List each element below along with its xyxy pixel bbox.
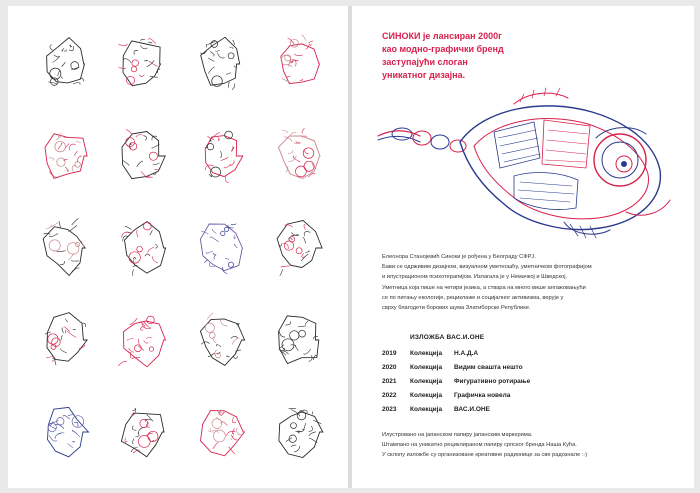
ink-sketch-icon [268, 116, 330, 192]
bio-line: Елеонора Станојевић Синоки је рођена у Београду СФРЈ. [382, 254, 536, 260]
illustration-thumbnail [112, 392, 174, 468]
artist-bio [382, 252, 682, 313]
exhibition-title: Графичка новела [454, 392, 511, 399]
credits-line: Штампано на уникатно рециклираном папиру српског бренда Наша Кућа. [382, 442, 577, 449]
exhibition-year: 2019 [382, 350, 397, 357]
illustration-thumbnail [112, 116, 174, 192]
illustration-thumbnail [268, 392, 330, 468]
right-page [352, 6, 694, 488]
illustration-thumbnail [268, 116, 330, 192]
ink-sketch-icon [190, 24, 252, 100]
headline-line: уникатног дизајна. [382, 70, 466, 80]
ink-sketch-icon [268, 208, 330, 284]
illustration-thumbnail [34, 116, 96, 192]
illustration-thumbnail [34, 300, 96, 376]
illustration-thumbnail [34, 392, 96, 468]
exhibition-label: Колекција [410, 350, 443, 357]
credits-line: Илустровано на јапанском папиру јапанским маркерима. [382, 432, 533, 438]
exhibition-year: 2021 [382, 378, 397, 385]
exhibition-label: Колекција [410, 364, 443, 371]
ink-sketch-icon [268, 24, 330, 100]
ink-sketch-icon [34, 300, 96, 376]
illustration-thumbnail [34, 208, 96, 284]
exhibition-title: Видим свашта нешто [454, 364, 523, 371]
ink-sketch-icon [112, 300, 174, 376]
exhibition-label: Колекција [410, 406, 443, 413]
illustration-thumbnail [268, 24, 330, 100]
bio-line: и илустрационом психотерапијом. Излагала је у Немачкој и Шведској. [382, 274, 568, 281]
illustration-thumbnail [112, 24, 174, 100]
ink-sketch-icon [190, 208, 252, 284]
exhibition-label: Колекција [410, 392, 443, 399]
hero-illustration [364, 72, 684, 242]
bio-line: се по питању екологије, рециклаже и социјалног активизма, верује у [382, 294, 564, 301]
ink-sketch-icon [34, 24, 96, 100]
ink-sketch-icon [190, 116, 252, 192]
headline-line: као модно-графички бренд [382, 44, 504, 54]
exhibition-year: 2022 [382, 392, 397, 399]
credits-line: У склопу изложбе су организоване креативне радионице за све радознале :-) [382, 452, 588, 459]
illustration-thumbnail [190, 392, 252, 468]
exhibition-heading: ИЗЛОЖБА ВАС.И.ОНЕ [410, 334, 485, 341]
headline-line: СИНОКИ је лансиран 2000г [382, 31, 502, 41]
exhibition-title: Фигуративно ротирање [454, 378, 531, 385]
ink-sketch-icon [112, 208, 174, 284]
left-page [8, 6, 348, 488]
illustration-thumbnail [112, 208, 174, 284]
illustration-gallery [30, 20, 330, 476]
ink-sketch-icon [34, 208, 96, 284]
exhibition-year: 2023 [382, 406, 397, 413]
bio-line: Бави се одрживим дизајном, визуалном уметношћу, уметничком фотографијом [382, 264, 592, 271]
ink-sketch-icon [112, 116, 174, 192]
ink-sketch-icon [34, 392, 96, 468]
ink-sketch-icon [268, 300, 330, 376]
ink-sketch-icon [34, 116, 96, 192]
bio-line: Уметница која пише на четири језика, а ствара на много више ангажовањући [382, 284, 586, 291]
illustration-thumbnail [190, 24, 252, 100]
exhibition-title: ВАС.И.ОНЕ [454, 406, 490, 413]
exhibition-label: Колекција [410, 378, 443, 385]
illustration-thumbnail [112, 300, 174, 376]
fish-creature-drawing [364, 72, 684, 242]
illustration-thumbnail [190, 300, 252, 376]
ink-sketch-icon [190, 392, 252, 468]
exhibition-title: Н.А.Д.А [454, 350, 479, 357]
illustration-thumbnail [268, 208, 330, 284]
ink-sketch-icon [112, 24, 174, 100]
exhibition-year: 2020 [382, 364, 397, 371]
illustration-thumbnail [190, 116, 252, 192]
ink-sketch-icon [190, 300, 252, 376]
illustration-thumbnail [34, 24, 96, 100]
ink-sketch-icon [112, 392, 174, 468]
bio-line: сврху благодети боровиx шума Златиборске Републике. [382, 305, 531, 312]
headline-line: заступајући слоган [382, 57, 468, 67]
illustration-thumbnail [190, 208, 252, 284]
ink-sketch-icon [268, 392, 330, 468]
illustration-thumbnail [268, 300, 330, 376]
credits-note [382, 430, 682, 461]
